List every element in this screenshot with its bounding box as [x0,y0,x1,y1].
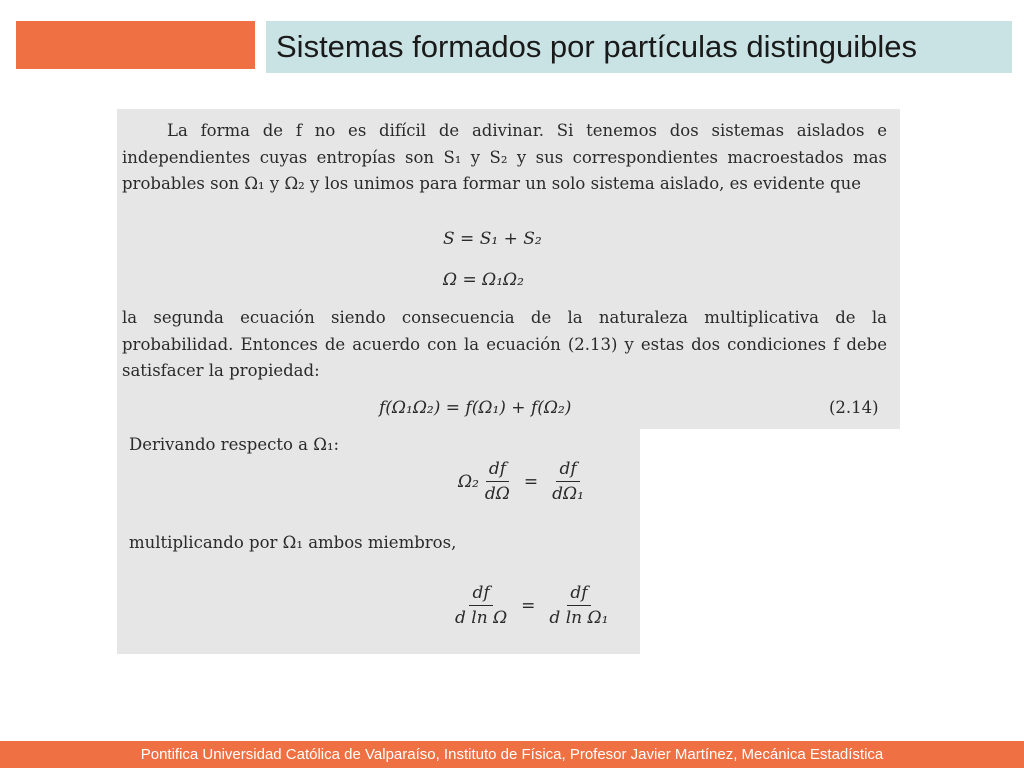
title-box [266,21,1012,73]
footer-text: Pontifica Universidad Católica de Valparaíso, Instituto de Física, Profesor Javier Martínez, Mecánica Estadística [140,746,884,763]
paragraph-2: la segunda ecuación siendo consecuencia de la naturaleza multiplicativa de la probabilidad. Entonces de acuerdo con la ecuación (2.13) y estas dos condiciones f debe satisfacer la propiedad: [122,308,887,380]
derivative-rhs-fraction [549,459,587,504]
paragraph-4: multiplicando por Ω₁ ambos miembros, [129,533,457,552]
fraction-numerator: df [469,583,492,606]
equation-omega-product: Ω = Ω₁Ω₂ [443,270,524,290]
footer-bar [0,741,1024,768]
equation-derivative [458,459,590,504]
derivative-coefficient: Ω₂ [458,471,479,492]
paragraph-1-text: La forma de f no es difícil de adivinar. Si tenemos dos sistemas aislados e independientes cuyas entropías son S₁ y S₂ y sus correspondientes macroestados mas probables son Ω₁ y Ω₂ y los unimos para formar un solo sistema aislado, es evidente que [122,121,887,193]
equation-entropy-sum: S = S₁ + S₂ [443,229,542,249]
equation-log-derivative [449,583,614,628]
scanned-excerpt-bottom [117,429,640,654]
fraction-denominator: dΩ [484,484,510,504]
scanned-excerpt-top [117,109,900,429]
fraction-denominator: d ln Ω [455,608,508,628]
log-rhs-fraction [546,583,611,628]
fraction-denominator: d ln Ω₁ [549,608,609,628]
fraction-numerator: df [486,459,509,482]
fraction-denominator: dΩ₁ [552,484,584,504]
equation-number: (2.14) [829,398,879,417]
fraction-numerator: df [556,459,579,482]
log-lhs-fraction [452,583,510,628]
paragraph-3: Derivando respecto a Ω₁: [129,435,340,454]
paragraph-1 [122,118,887,198]
equation-property: f(Ω₁Ω₂) = f(Ω₁) + f(Ω₂) [379,398,572,418]
accent-bar [16,21,255,69]
fraction-numerator: df [567,583,590,606]
equals-sign: = [523,471,539,492]
derivative-lhs-fraction [482,459,513,504]
slide-title: Sistemas formados por partículas distinguibles [276,29,917,64]
equals-sign: = [521,595,536,616]
